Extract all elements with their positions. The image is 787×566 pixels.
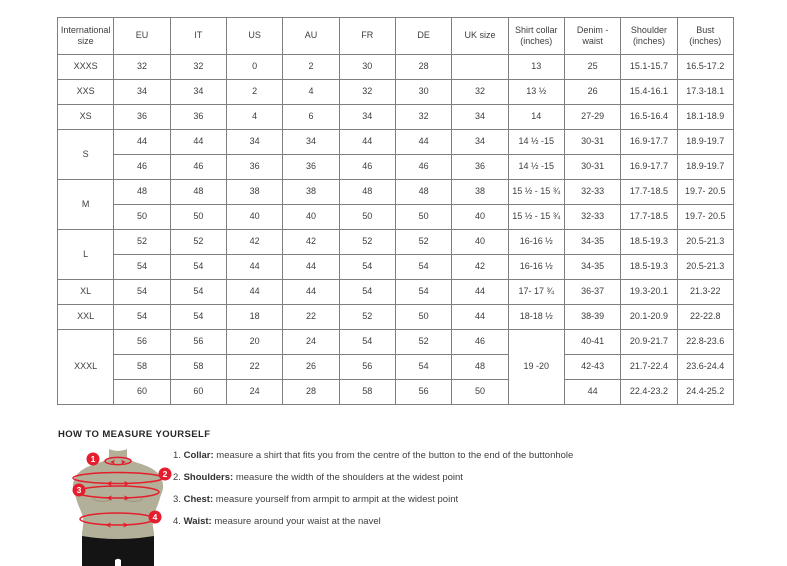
table-cell: 50 — [170, 205, 226, 230]
table-cell: 16.9-17.7 — [621, 155, 677, 180]
table-cell: 6 — [283, 105, 339, 130]
table-cell: 36 — [170, 105, 226, 130]
size-group-cell: L — [58, 230, 114, 280]
table-row — [58, 305, 734, 330]
table-row — [58, 180, 734, 205]
size-group-cell: XL — [58, 280, 114, 305]
instruction-shoulders — [173, 467, 733, 489]
table-cell — [452, 55, 508, 80]
table-cell: 18.1-18.9 — [677, 105, 733, 130]
table-row — [58, 280, 734, 305]
table-cell: 22.8-23.6 — [677, 330, 733, 355]
size-group-cell: XXS — [58, 80, 114, 105]
column-header-de: DE — [395, 18, 451, 55]
table-cell: 17.3-18.1 — [677, 80, 733, 105]
table-row — [58, 230, 734, 255]
table-cell: 24 — [226, 380, 282, 405]
table-row — [58, 355, 734, 380]
table-cell: 22 — [226, 355, 282, 380]
table-cell: 54 — [114, 280, 170, 305]
instruction-number: 3. — [173, 494, 181, 505]
table-cell: 44 — [283, 255, 339, 280]
table-cell: 36 — [226, 155, 282, 180]
table-cell: 42 — [283, 230, 339, 255]
table-cell: 32-33 — [564, 205, 620, 230]
table-cell: 36-37 — [564, 280, 620, 305]
table-cell: 42 — [226, 230, 282, 255]
table-cell: 54 — [170, 280, 226, 305]
collar-merged-cell: 19 -20 — [508, 330, 564, 405]
table-cell: 18.9-19.7 — [677, 130, 733, 155]
size-group-cell: M — [58, 180, 114, 230]
table-cell: 16-16 ½ — [508, 255, 564, 280]
column-header-international-size: International size — [58, 18, 114, 55]
table-cell: 48 — [170, 180, 226, 205]
table-cell: 54 — [339, 280, 395, 305]
table-cell: 18.5-19.3 — [621, 255, 677, 280]
table-row — [58, 55, 734, 80]
table-cell: 46 — [452, 330, 508, 355]
table-cell: 52 — [170, 230, 226, 255]
table-cell: 22.4-23.2 — [621, 380, 677, 405]
table-cell: 34 — [114, 80, 170, 105]
table-cell: 2 — [283, 55, 339, 80]
table-cell: 50 — [395, 205, 451, 230]
table-cell: 28 — [395, 55, 451, 80]
instruction-number: 2. — [173, 472, 181, 483]
table-cell: 21.3-22 — [677, 280, 733, 305]
column-header-bust-inches: Bust (inches) — [677, 18, 733, 55]
size-chart-header — [58, 18, 734, 55]
instruction-term: Collar: — [183, 450, 214, 461]
table-cell: 38 — [452, 180, 508, 205]
column-header-fr: FR — [339, 18, 395, 55]
table-cell: 50 — [339, 205, 395, 230]
table-cell: 17- 17 ¾ — [508, 280, 564, 305]
table-cell: 52 — [339, 305, 395, 330]
table-cell: 18.9-19.7 — [677, 155, 733, 180]
table-cell: 32-33 — [564, 180, 620, 205]
table-cell: 25 — [564, 55, 620, 80]
table-cell: 30-31 — [564, 130, 620, 155]
table-cell: 46 — [114, 155, 170, 180]
table-cell: 46 — [339, 155, 395, 180]
table-cell: 50 — [452, 380, 508, 405]
table-cell: 22 — [283, 305, 339, 330]
table-cell: 14 — [508, 105, 564, 130]
table-cell: 0 — [226, 55, 282, 80]
table-cell: 40 — [283, 205, 339, 230]
table-cell: 20 — [226, 330, 282, 355]
table-cell: 18 — [226, 305, 282, 330]
table-cell: 38-39 — [564, 305, 620, 330]
table-cell: 46 — [395, 155, 451, 180]
table-cell: 40 — [452, 230, 508, 255]
instruction-text: measure yourself from armpit to armpit at the widest point — [213, 494, 459, 505]
table-cell: 52 — [114, 230, 170, 255]
table-cell: 30 — [339, 55, 395, 80]
table-cell: 48 — [114, 180, 170, 205]
column-header-uk-size: UK size — [452, 18, 508, 55]
table-cell: 44 — [226, 255, 282, 280]
table-cell: 32 — [114, 55, 170, 80]
instruction-term: Shoulders: — [183, 472, 234, 483]
table-cell: 58 — [170, 355, 226, 380]
instruction-term: Chest: — [183, 494, 214, 505]
table-cell: 44 — [283, 280, 339, 305]
table-cell: 52 — [339, 230, 395, 255]
table-cell: 50 — [395, 305, 451, 330]
column-header-denim-waist: Denim - waist — [564, 18, 620, 55]
table-row — [58, 255, 734, 280]
column-header-us: US — [226, 18, 282, 55]
table-cell: 44 — [452, 280, 508, 305]
table-cell: 34 — [170, 80, 226, 105]
table-cell: 16.9-17.7 — [621, 130, 677, 155]
table-cell: 16.5-16.4 — [621, 105, 677, 130]
table-cell: 54 — [395, 355, 451, 380]
table-cell: 14 ½ -15 — [508, 130, 564, 155]
size-group-cell: XXXS — [58, 55, 114, 80]
table-cell: 28 — [283, 380, 339, 405]
measure-instructions — [173, 445, 733, 533]
table-cell: 15 ½ - 15 ¾ — [508, 205, 564, 230]
table-cell: 20.5-21.3 — [677, 230, 733, 255]
table-cell: 15 ½ - 15 ¾ — [508, 180, 564, 205]
table-cell: 34-35 — [564, 255, 620, 280]
table-cell: 18-18 ½ — [508, 305, 564, 330]
table-cell: 26 — [564, 80, 620, 105]
table-cell: 56 — [170, 330, 226, 355]
instruction-number: 1. — [173, 450, 181, 461]
column-header-eu: EU — [114, 18, 170, 55]
table-row — [58, 155, 734, 180]
table-cell: 48 — [395, 180, 451, 205]
table-row — [58, 130, 734, 155]
table-cell: 42-43 — [564, 355, 620, 380]
size-group-cell: XXL — [58, 305, 114, 330]
table-cell: 38 — [226, 180, 282, 205]
table-cell: 60 — [170, 380, 226, 405]
column-header-it: IT — [170, 18, 226, 55]
mannequin-illustration — [60, 446, 178, 566]
measure-point-3-label: 3 — [76, 485, 82, 495]
table-cell: 54 — [395, 255, 451, 280]
instruction-chest — [173, 489, 733, 511]
table-cell: 44 — [339, 130, 395, 155]
table-cell: 16.5-17.2 — [677, 55, 733, 80]
instruction-collar — [173, 445, 733, 467]
table-cell: 50 — [114, 205, 170, 230]
table-cell: 54 — [395, 280, 451, 305]
size-group-cell: XS — [58, 105, 114, 130]
table-cell: 34 — [452, 105, 508, 130]
table-cell: 24 — [283, 330, 339, 355]
mannequin-figure — [60, 446, 178, 566]
table-cell: 16-16 ½ — [508, 230, 564, 255]
measure-point-1-label: 1 — [90, 454, 96, 464]
table-cell: 54 — [170, 255, 226, 280]
table-cell: 32 — [395, 105, 451, 130]
table-cell: 13 — [508, 55, 564, 80]
table-cell: 34-35 — [564, 230, 620, 255]
table-cell: 4 — [226, 105, 282, 130]
table-cell: 42 — [452, 255, 508, 280]
table-cell: 40-41 — [564, 330, 620, 355]
instruction-waist — [173, 511, 733, 533]
table-cell: 20.5-21.3 — [677, 255, 733, 280]
size-chart-body — [58, 55, 734, 405]
table-cell: 26 — [283, 355, 339, 380]
table-cell: 24.4-25.2 — [677, 380, 733, 405]
table-cell: 32 — [339, 80, 395, 105]
measure-guide-title: HOW TO MEASURE YOURSELF — [58, 429, 211, 440]
table-cell: 44 — [564, 380, 620, 405]
instruction-number: 4. — [173, 516, 181, 527]
instruction-text: measure a shirt that fits you from the centre of the button to the end of the buttonhole — [213, 450, 574, 461]
table-cell: 52 — [395, 330, 451, 355]
table-cell: 15.1-15.7 — [621, 55, 677, 80]
mannequin-torso — [73, 449, 163, 541]
table-cell: 23.6-24.4 — [677, 355, 733, 380]
table-cell: 19.3-20.1 — [621, 280, 677, 305]
size-group-cell: S — [58, 130, 114, 180]
size-chart — [57, 17, 734, 405]
table-cell: 17.7-18.5 — [621, 180, 677, 205]
table-cell: 44 — [395, 130, 451, 155]
table-cell: 36 — [452, 155, 508, 180]
table-cell: 30 — [395, 80, 451, 105]
table-cell: 34 — [226, 130, 282, 155]
table-cell: 44 — [114, 130, 170, 155]
table-cell: 19.7- 20.5 — [677, 205, 733, 230]
table-cell: 4 — [283, 80, 339, 105]
column-header-shirt-collar-inches: Shirt collar (inches) — [508, 18, 564, 55]
table-cell: 36 — [283, 155, 339, 180]
table-cell: 56 — [395, 380, 451, 405]
table-cell: 56 — [114, 330, 170, 355]
table-cell: 32 — [452, 80, 508, 105]
instruction-term: Waist: — [183, 516, 212, 527]
table-cell: 58 — [114, 355, 170, 380]
table-cell: 34 — [283, 130, 339, 155]
size-group-cell: XXXL — [58, 330, 114, 405]
table-cell: 2 — [226, 80, 282, 105]
table-cell: 13 ½ — [508, 80, 564, 105]
table-cell: 15.4-16.1 — [621, 80, 677, 105]
table-cell: 54 — [170, 305, 226, 330]
table-cell: 56 — [339, 355, 395, 380]
table-row — [58, 80, 734, 105]
table-row — [58, 380, 734, 405]
table-cell: 34 — [452, 130, 508, 155]
table-cell: 48 — [452, 355, 508, 380]
table-cell: 34 — [339, 105, 395, 130]
table-row — [58, 330, 734, 355]
table-cell: 19.7- 20.5 — [677, 180, 733, 205]
table-cell: 22-22.8 — [677, 305, 733, 330]
table-cell: 48 — [339, 180, 395, 205]
table-cell: 60 — [114, 380, 170, 405]
table-cell: 44 — [452, 305, 508, 330]
table-cell: 20.1-20.9 — [621, 305, 677, 330]
table-cell: 36 — [114, 105, 170, 130]
table-cell: 27-29 — [564, 105, 620, 130]
table-cell: 52 — [395, 230, 451, 255]
table-cell: 18.5-19.3 — [621, 230, 677, 255]
table-cell: 46 — [170, 155, 226, 180]
table-cell: 54 — [339, 330, 395, 355]
instruction-text: measure the width of the shoulders at the widest point — [233, 472, 463, 483]
table-cell: 14 ½ -15 — [508, 155, 564, 180]
measure-point-2-label: 2 — [162, 469, 168, 479]
table-cell: 54 — [339, 255, 395, 280]
column-header-au: AU — [283, 18, 339, 55]
table-cell: 54 — [114, 255, 170, 280]
table-row — [58, 105, 734, 130]
table-cell: 40 — [226, 205, 282, 230]
size-chart-table — [57, 17, 734, 405]
table-cell: 20.9-21.7 — [621, 330, 677, 355]
table-cell: 54 — [114, 305, 170, 330]
table-cell: 32 — [170, 55, 226, 80]
table-row — [58, 205, 734, 230]
measure-point-4-label: 4 — [152, 512, 158, 522]
header-row — [58, 18, 734, 55]
table-cell: 44 — [170, 130, 226, 155]
mannequin-shorts — [82, 536, 154, 566]
table-cell: 44 — [226, 280, 282, 305]
table-cell: 17.7-18.5 — [621, 205, 677, 230]
column-header-shoulder-inches: Shoulder (inches) — [621, 18, 677, 55]
instruction-text: measure around your waist at the navel — [211, 516, 381, 527]
table-cell: 38 — [283, 180, 339, 205]
table-cell: 58 — [339, 380, 395, 405]
table-cell: 30-31 — [564, 155, 620, 180]
table-cell: 21.7-22.4 — [621, 355, 677, 380]
table-cell: 40 — [452, 205, 508, 230]
